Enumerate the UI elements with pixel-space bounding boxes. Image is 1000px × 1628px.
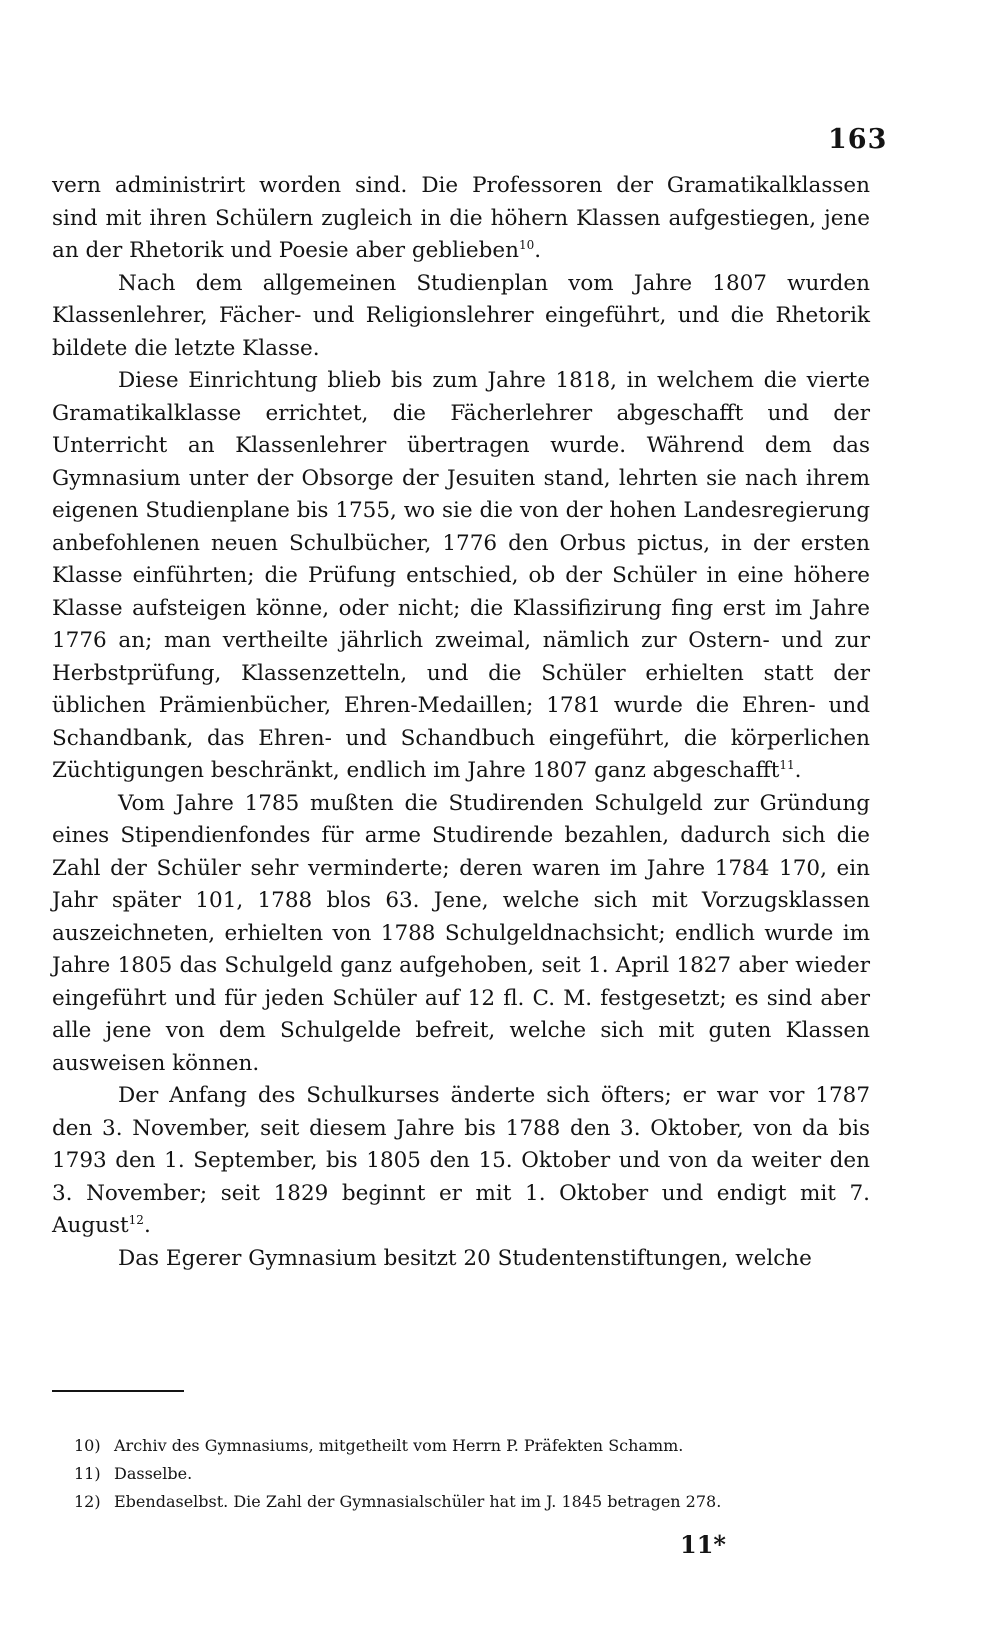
footnote-ref: 12 bbox=[128, 1212, 144, 1227]
footnote-ref: 11 bbox=[779, 757, 795, 772]
paragraph: Vom Jahre 1785 mußten die Studirenden Schulgeld zur Gründung eines Stipendienfondes für arme Studirende bezahlen, dadurch sich die Zahl der Schüler sehr verminderte; deren waren im Jahre 1784 170, ein Jahr später 101, 1788 blos 63. Jene, welche sich mit Vorzugsklassen auszeichneten, erhielten von 1788 Schulgeldnachsicht; endlich wurde im Jahre 1805 das Schulgeld ganz aufgehoben, seit 1. April 1827 aber wieder eingeführt und für jeden Schüler auf 12 fl. C. M. festgesetzt; es sind aber alle jene von dem Schulgelde befreit, welche sich mit guten Klassen ausweisen können. bbox=[52, 790, 870, 1076]
footnote: 12) Ebendaselbst. Die Zahl der Gymnasialschüler hat im J. 1845 betragen 278. bbox=[74, 1492, 722, 1511]
paragraph: Diese Einrichtung blieb bis zum Jahre 1818, in welchem die vierte Gramatikalklasse errichtet, die Fächerlehrer abgeschafft und der Unterricht an Klassenlehrer übertragen wurde. Während dem das Gymnasium unter der Obsorge der Jesuiten stand, lehrten sie nach ihrem eigenen Studienplane bis 1755, wo sie die von der hohen Landesregierung anbefohlenen neuen Schulbücher, 1776 den Orbus pictus, in der ersten Klasse einführten; die Prüfung entschied, ob der Schüler in eine höhere Klasse aufsteigen könne, oder nicht; die Klassifizirung fing erst im Jahre 1776 an; man vertheilte jährlich zweimal, nämlich zur Ostern- und zur Herbstprüfung, Klassenzetteln, und die Schüler erhielten statt der üblichen Prämienbücher, Ehren-Medaillen; 1781 wurde die Ehren- und Schandbank, das Ehren- und Schandbuch eingeführt, die körperlichen Züchtigungen beschränkt, endlich im Jahre 1807 ganz abgeschafft$^{11}$. bbox=[52, 368, 870, 783]
body-text bbox=[52, 170, 870, 1275]
paragraph: Das Egerer Gymnasium besitzt 20 Studentenstiftungen, welche bbox=[118, 1245, 812, 1271]
paragraph: Nach dem allgemeinen Studienplan vom Jahre 1807 wurden Klassenlehrer, Fächer- und Religionslehrer eingeführt, und die Rhetorik bildete die letzte Klasse. bbox=[52, 270, 870, 361]
footnote-ref: 10 bbox=[518, 237, 535, 252]
page-number: 163 bbox=[828, 124, 888, 155]
footnotes bbox=[74, 1432, 874, 1516]
footnote-divider bbox=[52, 1390, 184, 1392]
paragraph: vern administrirt worden sind. Die Professoren der Gramatikalklassen sind mit ihren Schülern zugleich in die höhern Klassen aufgestiegen, jene an der Rhetorik und Poesie aber geblieben$^{10}$. bbox=[52, 173, 870, 263]
footnote: 10) Archiv des Gymnasiums, mitgetheilt vom Herrn P. Präfekten Schamm. bbox=[74, 1436, 684, 1455]
signature-mark: 11* bbox=[680, 1530, 726, 1559]
paragraph: Der Anfang des Schulkurses änderte sich öfters; er war vor 1787 den 3. November, seit diesem Jahre bis 1788 den 3. Oktober, von da bis 1793 den 1. September, bis 1805 den 15. Oktober und von da weiter den 3. November; seit 1829 beginnt er mit 1. Oktober und endigt mit 7. August$^{12}$. bbox=[52, 1083, 870, 1238]
footnote: 11) Dasselbe. bbox=[74, 1464, 193, 1483]
